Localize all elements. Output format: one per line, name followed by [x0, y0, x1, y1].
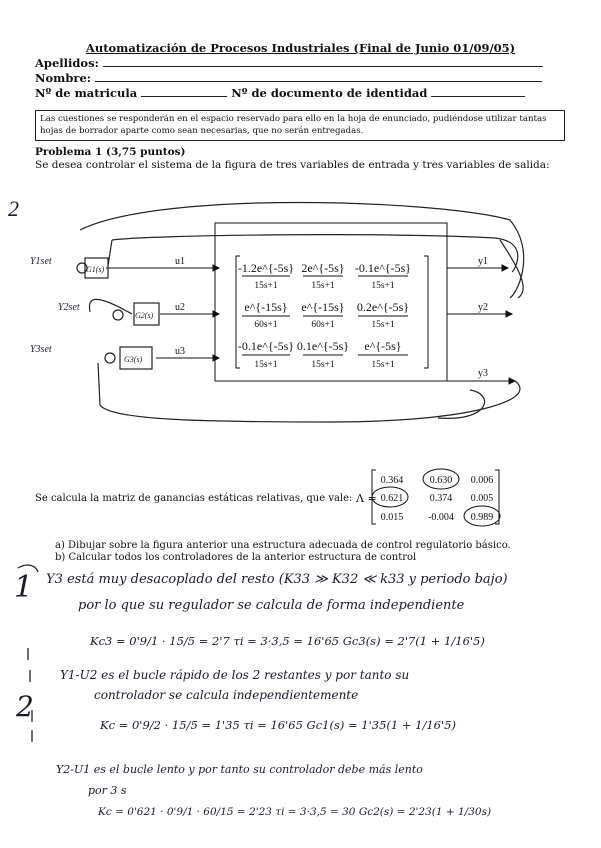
y1-label: y1 [478, 256, 488, 267]
g22-den: 60s+1 [311, 320, 335, 330]
question-b: b) Calcular todos los controladores de la anterior estructura de control [55, 552, 417, 563]
g21-den: 60s+1 [254, 320, 278, 330]
instructions-text: Las cuestiones se responderán en el espacio reservado para ello en la hoja de enunciado, pudiéndose utilizar tantas hojas de borrador aparte como sean necesarias, que no serán entregadas. [40, 114, 547, 136]
g13-num: -0.1e^{-5s} [354, 261, 412, 275]
rga-11: 0.364 [380, 475, 404, 486]
g13-den: 15s+1 [371, 281, 395, 291]
answer-line-4: Y1-U2 es el bucle rápido de los 2 restantes y por tanto su [60, 668, 410, 682]
block-diagram [0, 180, 601, 440]
g3-handwritten: G3(s) [124, 355, 143, 364]
g11-den: 15s+1 [254, 281, 278, 291]
u2-label: u2 [175, 302, 185, 313]
rga-21: 0.621 [380, 493, 404, 504]
g1-handwritten: G1(s) [86, 265, 105, 274]
rga-matrix [368, 466, 503, 528]
y3-label: y3 [478, 368, 488, 379]
matricula-field[interactable] [141, 86, 227, 97]
apellidos-row [35, 56, 543, 70]
loop-count-handwritten: 2 [8, 196, 19, 221]
answer-line-6: Kc = 0'9/2 · 15/5 = 1'35 τi = 16'65 Gc1(s) = 1'35(1 + 1/16'5) [100, 718, 456, 732]
problem-title: Problema 1 (3,75 puntos) [35, 146, 186, 158]
margin-marks [8, 560, 48, 790]
rga-31: 0.015 [380, 512, 404, 523]
g12-den: 15s+1 [311, 281, 335, 291]
rga-33: 0.989 [470, 512, 494, 523]
nombre-row [35, 71, 542, 85]
answer-line-9: Kc = 0'621 · 0'9/1 · 60/15 = 2'23 τi = 3·3,5 = 30 Gc2(s) = 2'23(1 + 1/30s) [98, 806, 492, 818]
answer-line-8: por 3 s [88, 784, 127, 797]
y1set-handwritten: Y1set [30, 256, 52, 267]
rga-sentence: Se calcula la matriz de ganancias estáticas relativas, que vale: [35, 493, 353, 504]
g23-num: 0.2e^{-5s} [356, 300, 410, 314]
u1-label: u1 [175, 256, 185, 267]
documento-label: Nº de documento de identidad [231, 86, 428, 100]
g22-num: e^{-15s} [301, 300, 345, 314]
nombre-label: Nombre: [35, 71, 92, 85]
lambda-symbol: Λ = [356, 492, 377, 505]
g23-den: 15s+1 [371, 320, 395, 330]
y2-label: y2 [478, 302, 488, 313]
g32-num: 0.1e^{-5s} [296, 339, 350, 353]
g33-den: 15s+1 [371, 360, 395, 370]
rga-13: 0.006 [470, 475, 494, 486]
g12-num: 2e^{-5s} [301, 261, 345, 275]
margin-number-1: 1 [14, 570, 34, 605]
apellidos-field[interactable] [103, 56, 543, 67]
nombre-field[interactable] [95, 71, 542, 82]
exam-title: Automatización de Procesos Industriales (Final de Junio 01/09/05) [85, 41, 516, 55]
instructions-box [35, 110, 565, 141]
g31-den: 15s+1 [254, 360, 278, 370]
g31-num: -0.1e^{-5s} [237, 339, 295, 353]
rga-12: 0.630 [429, 475, 453, 486]
answer-line-5: controlador se calcula independientemente [94, 688, 359, 702]
g32-den: 15s+1 [311, 360, 335, 370]
answer-line-2: por lo que su regulador se calcula de forma independiente [78, 598, 465, 613]
ids-row [35, 86, 525, 100]
rga-32: -0.004 [428, 512, 454, 523]
rga-22: 0.374 [429, 493, 453, 504]
problem-description: Se desea controlar el sistema de la figura de tres variables de entrada y tres variables de salida: [35, 159, 550, 171]
g21-num: e^{-15s} [244, 300, 288, 314]
y2set-handwritten: Y2set [58, 302, 80, 313]
g2-handwritten: G2(s) [135, 311, 154, 320]
question-a: a) Dibujar sobre la figura anterior una estructura adecuada de control regulatorio básico. [55, 540, 511, 551]
answer-line-3: Kc3 = 0'9/1 · 15/5 = 2'7 τi = 3·3,5 = 16'65 Gc3(s) = 2'7(1 + 1/16'5) [90, 634, 485, 648]
answer-line-7: Y2-U1 es el bucle lento y por tanto su controlador debe más lento [56, 763, 423, 776]
g33-num: e^{-5s} [364, 339, 402, 353]
margin-number-2: 2 [16, 690, 34, 723]
rga-23: 0.005 [470, 493, 494, 504]
y3set-handwritten: Y3set [30, 344, 52, 355]
documento-field[interactable] [431, 86, 525, 97]
apellidos-label: Apellidos: [35, 56, 99, 70]
answer-line-1: Y3 está muy desacoplado del resto (K33 ≫ K32 ≪ k33 y periodo bajo) [46, 572, 508, 587]
u3-label: u3 [175, 346, 185, 357]
matricula-label: Nº de matricula [35, 86, 138, 100]
g11-num: -1.2e^{-5s} [237, 261, 295, 275]
